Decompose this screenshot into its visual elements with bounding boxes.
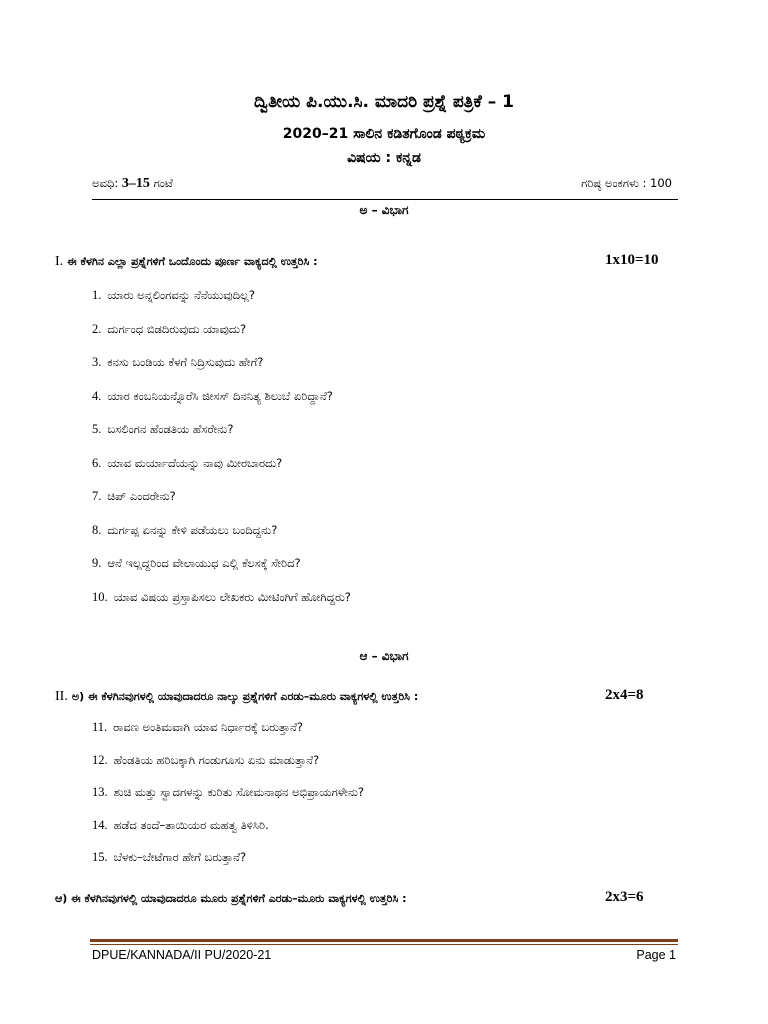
- question-item: [92, 523, 277, 538]
- max-marks-value: 100: [650, 176, 672, 190]
- subject-line: ವಿಷಯ : ಕನ್ನಡ: [347, 150, 421, 166]
- item-number: 12.: [92, 752, 108, 767]
- item-number: 9.: [92, 556, 102, 570]
- item-number: 13.: [92, 785, 108, 799]
- item-text: ಯಾರ ಕಂಬನಿಯನ್ನೊರೆಸಿ ಜೀಸಸ್ ದಿನನಿತ್ಯ ಶಿಲುಬೆ ಏರಿದ್ದಾನೆ?: [107, 388, 333, 403]
- header-divider: [92, 199, 678, 200]
- duration-value: 3–15: [121, 176, 150, 191]
- question-item: [92, 322, 246, 337]
- item-text: ಯಾರು ಅನ್ನಲಿಂಗವನ್ನು ನೆನೆಯುವುದಿಲ್ಲ?: [107, 288, 255, 302]
- footer-rule-thin: [90, 944, 678, 945]
- item-number: 14.: [92, 817, 108, 832]
- duration-label: ಅವಧಿ:: [92, 176, 119, 190]
- question-item: [92, 456, 282, 471]
- item-text: ದುರ್ಗಪ್ಪ ಏನನ್ನು ಕೇಳಿ ಪಡೆಯಲು ಬಂದಿದ್ದನು?: [107, 522, 278, 537]
- item-text: ಯಾವ ಮರ್ಯಾದೆಯನ್ನು ನಾವು ಮೀರಬಾರದು?: [107, 455, 283, 470]
- item-number: 3.: [92, 355, 102, 369]
- footer-page-number: Page 1: [636, 948, 676, 962]
- item-number: 1.: [92, 288, 102, 302]
- item-text: ಆನೆ ಇಲ್ಲದ್ದರಿಂದ ವೇಲಾಯುಧ ಎಲ್ಲಿ ಕೆಲಸಕ್ಕೆ ಸೇರಿದ?: [107, 556, 301, 570]
- question-item: [92, 489, 176, 504]
- question-item: [92, 753, 319, 768]
- question-number: II.: [55, 689, 68, 704]
- item-text: ಯಾವ ವಿಷಯ ಪ್ರಸ್ತಾಪಿಸಲು ಲೇಖಕರು ಮೀಟಿಂಗಿಗೆ ಹೋಗಿದ್ದರು?: [113, 589, 351, 604]
- syllabus-subtitle: 2020–21 ಸಾಲಿನ ಕಡಿತಗೊಂಡ ಪಠ್ಯಕ್ರಮ: [282, 126, 486, 142]
- question-2a-marks: 2x4=8: [605, 687, 644, 703]
- item-text: ಚಿಪ್ ಎಂದರೇನು?: [107, 489, 176, 503]
- item-number: 2.: [92, 321, 102, 336]
- question-1-instruction: [55, 254, 318, 270]
- duration-unit: ಗಂಟೆ: [153, 176, 173, 190]
- max-marks-label: ಗರಿಷ್ಠ ಅಂಕಗಳು :: [581, 176, 647, 190]
- footer-document-code: DPUE/KANNADA/II PU/2020-21: [92, 948, 272, 962]
- footer-rule-thick: [90, 939, 678, 942]
- question-item: [92, 288, 255, 303]
- section-b-heading: ಆ – ವಿಭಾಗ: [359, 649, 409, 663]
- item-number: 15.: [92, 850, 108, 864]
- question-item: [92, 556, 301, 571]
- item-text: ಹಡೆದ ತಂದೆ–ತಾಯಿಯರ ಮಹತ್ವ ತಿಳಿಸಿರಿ.: [113, 817, 269, 832]
- item-text: ರಾವಣ ಅಂತಿಮವಾಗಿ ಯಾವ ನಿರ್ಧಾರಕ್ಕೆ ಬರುತ್ತಾನೆ?: [113, 720, 303, 734]
- max-marks: [581, 176, 672, 191]
- question-item: [92, 818, 269, 833]
- item-text: ಬಸಲಿಂಗನ ಹೆಂಡತಿಯ ಹೆಸರೇನು?: [107, 422, 234, 436]
- item-number: 7.: [92, 489, 102, 503]
- item-number: 11.: [92, 720, 108, 734]
- sub-label: ಅ): [71, 690, 85, 703]
- instruction-text: ಈ ಕೆಳಗಿನವುಗಳಲ್ಲಿ ಯಾವುದಾದರೂ ನಾಲ್ಕು ಪ್ರಶ್ನೆಗಳಿಗೆ ಎರಡು–ಮೂರು ವಾಕ್ಯಗಳಲ್ಲಿ ಉತ್ತರಿಸಿ :: [87, 690, 419, 703]
- item-text: ಶುಚಿ ಮತ್ತು ಸ್ವಾದಗಳನ್ನು ಕುರಿತು ಸೋಮನಾಥನ ಅಭಿಪ್ರಾಯಗಳೇನು?: [113, 785, 365, 799]
- item-text: ಬೆಳಕು–ಬೇಟೆಗಾರ ಹೇಗೆ ಬರುತ್ತಾನೆ?: [113, 850, 247, 864]
- question-item: [92, 785, 364, 800]
- question-2b-marks: 2x3=6: [605, 889, 644, 905]
- question-item: [92, 590, 351, 605]
- item-text: ಹೆಂಡತಿಯ ಹರಿಬಕ್ಕಾಗಿ ಗಂಡುಗೂಸು ಏನು ಮಾಡುತ್ತಾನೆ?: [113, 752, 320, 767]
- instruction-text: ಈ ಕೆಳಗಿನವುಗಳಲ್ಲಿ ಯಾವುದಾದರೂ ಮೂರು ಪ್ರಶ್ನೆಗಳಿಗೆ ಎರಡು–ಮೂರು ವಾಕ್ಯಗಳಲ್ಲಿ ಉತ್ತರಿಸಿ :: [71, 892, 407, 905]
- item-number: 10.: [92, 589, 108, 604]
- question-number: I.: [55, 254, 64, 269]
- question-item: [92, 850, 246, 865]
- question-2a-instruction: [55, 689, 418, 705]
- sub-label: ಆ): [55, 892, 68, 905]
- question-1-marks: 1x10=10: [605, 252, 659, 268]
- question-item: [92, 389, 333, 404]
- item-number: 8.: [92, 522, 102, 537]
- page-title: ದ್ವಿತೀಯ ಪಿ.ಯು.ಸಿ. ಮಾದರಿ ಪ್ರಶ್ನೆ ಪತ್ರಿಕೆ – 1: [254, 92, 514, 112]
- instruction-text: ಈ ಕೆಳಗಿನ ಎಲ್ಲಾ ಪ್ರಶ್ನೆಗಳಿಗೆ ಒಂದೊಂದು ಪೂರ್ಣ ವಾಕ್ಯದಲ್ಲಿ ಉತ್ತರಿಸಿ :: [67, 255, 318, 268]
- question-item: [92, 422, 233, 437]
- duration: [92, 176, 173, 192]
- item-number: 6.: [92, 455, 102, 470]
- question-item: [92, 720, 303, 735]
- item-text: ದುರ್ಗಂಧ ಬಿಡದಿರುವುದು ಯಾವುದು?: [107, 321, 247, 336]
- item-text: ಕನಸು ಬಂಡಿಯ ಕೆಳಗೆ ನಿದ್ರಿಸುವುದು ಹೇಗೆ?: [107, 355, 264, 369]
- item-number: 5.: [92, 422, 102, 436]
- question-item: [92, 355, 263, 370]
- item-number: 4.: [92, 388, 102, 403]
- section-a-heading: ಅ – ವಿಭಾಗ: [359, 203, 409, 217]
- question-2b-instruction: [55, 892, 407, 906]
